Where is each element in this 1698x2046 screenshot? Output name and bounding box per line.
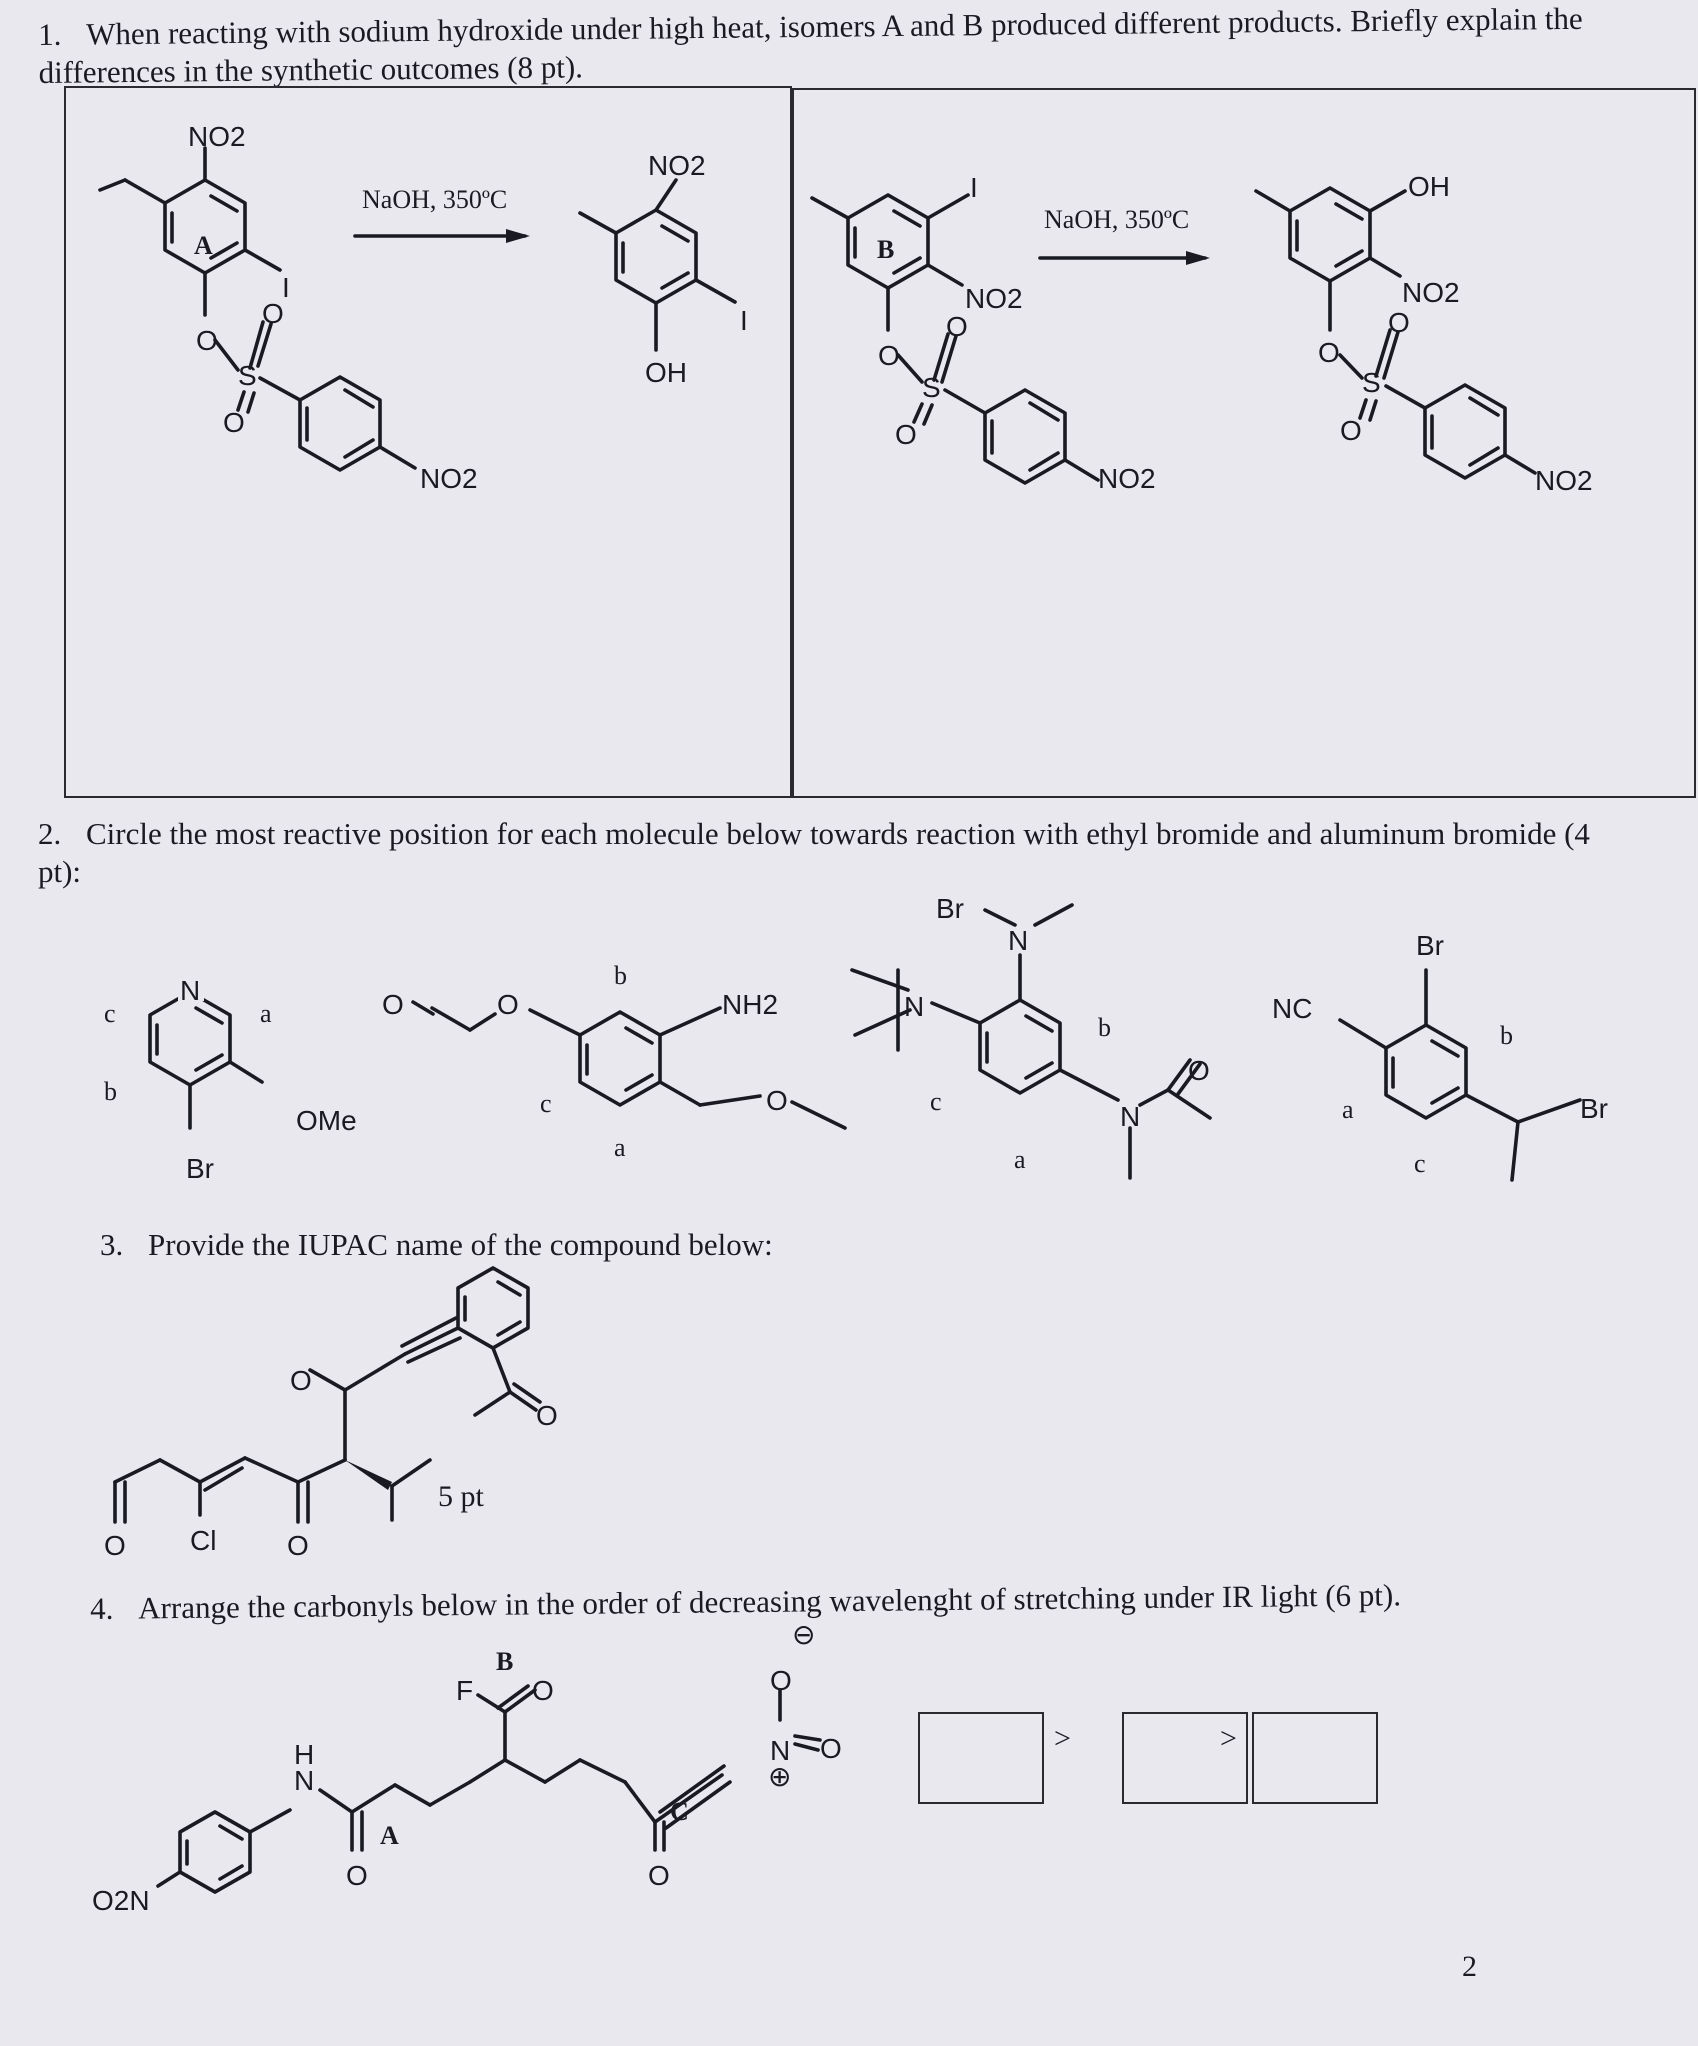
- question-text: Provide the IUPAC name of the compound below:: [148, 1227, 773, 1262]
- atom-s: S: [1362, 367, 1381, 398]
- atom-cl: Cl: [190, 1525, 217, 1556]
- atom-o: O: [895, 419, 917, 450]
- reaction-condition: NaOH, 350ºC: [362, 185, 508, 214]
- atom-o: O: [878, 340, 900, 371]
- question-text: When reacting with sodium hydroxide under high heat, isomers A and B produced different products. Briefly explain the differences in the synthetic outcomes (8 pt).: [38, 0, 1583, 90]
- atom-br: Br: [1580, 1093, 1608, 1124]
- atom-o: O: [346, 1860, 368, 1891]
- atom-s: S: [238, 360, 257, 391]
- atom-ome: OMe: [296, 1105, 357, 1136]
- atom-o: O: [223, 407, 245, 438]
- atom-nh2: NH2: [722, 989, 779, 1020]
- atom-br: Br: [936, 893, 964, 924]
- position-a: a: [1342, 1095, 1354, 1124]
- carbonyl-label-b: B: [496, 1647, 514, 1676]
- atom-i: I: [970, 172, 978, 203]
- position-c: c: [104, 999, 116, 1028]
- q3-compound: [104, 1268, 558, 1561]
- position-b: b: [1500, 1021, 1513, 1050]
- atom-oh: OH: [1408, 171, 1450, 202]
- q2-aniline: [382, 961, 845, 1162]
- atom-o: O: [1340, 415, 1362, 446]
- atom-no2: NO2: [1535, 465, 1593, 496]
- atom-o: O: [262, 298, 284, 329]
- atom-n: N: [1120, 1101, 1141, 1132]
- carbonyl-label-a: A: [380, 1821, 399, 1850]
- reaction-arrow-b: [1040, 205, 1210, 265]
- atom-no2: NO2: [1402, 277, 1460, 308]
- position-c: c: [1414, 1149, 1426, 1178]
- position-b: b: [614, 961, 627, 990]
- atom-nc: NC: [1272, 993, 1313, 1024]
- position-c: c: [540, 1089, 552, 1118]
- atom-o: O: [1318, 337, 1340, 368]
- atom-n: N: [904, 991, 925, 1022]
- position-a: a: [1014, 1145, 1026, 1174]
- atom-br: Br: [1416, 930, 1444, 961]
- minus-charge: ⊖: [792, 1619, 816, 1650]
- question-text: Circle the most reactive position for each molecule below towards reaction with ethyl bromide and aluminum bromide (4 pt):: [38, 816, 1590, 889]
- atom-o: O: [196, 325, 218, 356]
- reaction-arrow-a: [355, 185, 530, 243]
- q2-pyridine: [104, 973, 357, 1184]
- q2-nitrile: [1272, 930, 1608, 1180]
- atom-o: O: [946, 311, 968, 342]
- atom-o: O: [290, 1365, 312, 1396]
- question-number: 3.: [100, 1227, 124, 1262]
- position-c: c: [930, 1087, 942, 1116]
- atom-o: O: [104, 1530, 126, 1561]
- atom-no2: NO2: [965, 283, 1023, 314]
- isomer-b-label: B: [877, 235, 895, 264]
- page-number: 2: [1462, 1950, 1477, 1983]
- atom-no2: NO2: [1098, 463, 1156, 494]
- position-b: b: [1098, 1013, 1111, 1042]
- atom-n: N: [294, 1765, 315, 1796]
- question-number: 2.: [38, 816, 62, 851]
- carbonyl-label-c: C: [670, 1797, 689, 1826]
- position-a: a: [260, 999, 272, 1028]
- isomer-a-label: A: [194, 231, 213, 260]
- atom-i: I: [282, 272, 290, 303]
- ranking-box-1[interactable]: [918, 1712, 1044, 1804]
- atom-o: O: [536, 1400, 558, 1431]
- atom-o: O: [1388, 307, 1410, 338]
- atom-n: N: [1008, 925, 1029, 956]
- atom-o: O: [770, 1665, 792, 1696]
- question-text: Arrange the carbonyls below in the order of decreasing wavelenght of stretching under IR light (6 pt).: [138, 1577, 1402, 1626]
- atom-br: Br: [186, 1153, 214, 1184]
- atom-o: O: [1188, 1055, 1210, 1086]
- atom-n: N: [180, 975, 201, 1006]
- q2-amine: [852, 893, 1210, 1178]
- atom-o: O: [532, 1675, 554, 1706]
- atom-n: N: [770, 1735, 791, 1766]
- isomer-a-product: [580, 150, 748, 388]
- atom-no2: NO2: [420, 463, 478, 494]
- plus-charge: ⊕: [768, 1761, 792, 1792]
- atom-o: O: [382, 989, 404, 1020]
- q4-compound: [92, 1619, 842, 1916]
- atom-no2: NO2: [188, 121, 246, 152]
- greater-than: >: [1220, 1722, 1237, 1755]
- atom-o2n: O2N: [92, 1885, 150, 1916]
- atom-o: O: [766, 1085, 788, 1116]
- atom-s: S: [922, 372, 941, 403]
- atom-h: H: [294, 1739, 315, 1770]
- isomer-a-reactant: [100, 121, 478, 494]
- atom-oh: OH: [645, 357, 687, 388]
- atom-o: O: [497, 989, 519, 1020]
- points-label: 5 pt: [438, 1480, 484, 1513]
- atom-o: O: [820, 1733, 842, 1764]
- position-a: a: [614, 1133, 626, 1162]
- greater-than: >: [1054, 1722, 1071, 1755]
- question-number: 1.: [38, 16, 62, 52]
- atom-o: O: [287, 1530, 309, 1561]
- question-number: 4.: [90, 1590, 114, 1626]
- atom-no2: NO2: [648, 150, 706, 181]
- atom-i: I: [740, 305, 748, 336]
- isomer-b-product: [1256, 171, 1593, 496]
- ranking-box-3[interactable]: [1252, 1712, 1378, 1804]
- reaction-condition: NaOH, 350ºC: [1044, 205, 1190, 234]
- atom-o: O: [648, 1860, 670, 1891]
- position-b: b: [104, 1077, 117, 1106]
- atom-f: F: [456, 1675, 474, 1706]
